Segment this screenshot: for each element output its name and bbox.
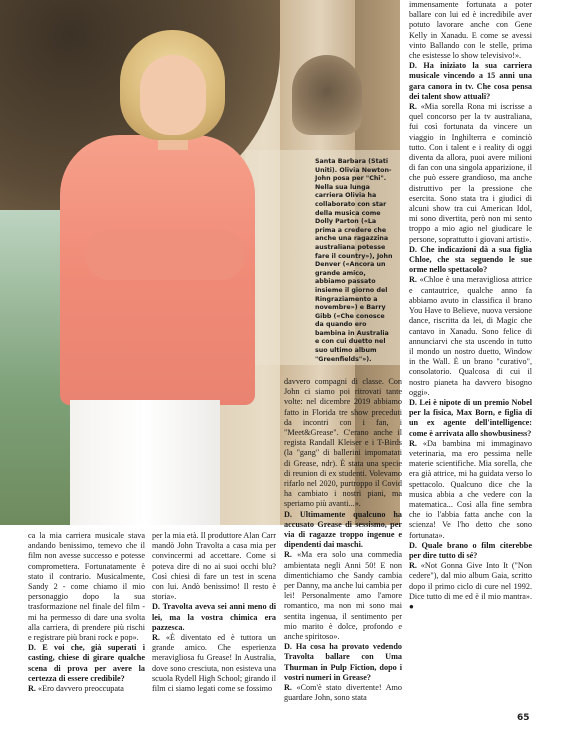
white-trousers — [70, 400, 220, 525]
answer-marker: R. — [28, 684, 36, 694]
paragraph-text: «Ero davvero preoccupata — [38, 684, 124, 694]
paragraph-text: Quale brano o film citerebbe per dire tutto di sé? — [409, 540, 532, 560]
question-marker: D. — [284, 509, 292, 519]
answer-paragraph — [152, 633, 276, 694]
paragraph-text: «Mia sorella Rona mi iscrisse a quel concorso per la tv australiana, fui così fortunata da vincere un viaggio in Inghilterra e cominciò tutto. Con i talent e i reality di oggi diventa da allora, puoi avere milioni di fan con una singola apparizione, il che può essere grandioso, ma anche distruttivo per la pressione che esercita. Sono stata tra i giudici di alcuni show tra cui American Idol, mi sono divertita, però non mi sento troppo a mio agio nel giudicare le persone, soprattutto i giovani artisti». — [409, 102, 532, 244]
body-paragraph — [409, 0, 532, 61]
paragraph-text: Lei è nipote di un premio Nobel per la fisica, Max Born, e figlia di un ex agente dell'intelligence: come è arrivata allo showbusiness? — [409, 397, 533, 438]
question-paragraph — [284, 642, 402, 683]
answer-paragraph — [409, 102, 532, 245]
paragraph-text: «Chloe è una meravigliosa attrice e cantautrice, qualche anno fa abbiamo avuto in classifica il brano You Have to Believe, nuova versione dance, riscritta da lei, di Magic che cantavo in Xanadu. Sono felice di annunciarvi che sta uscendo in tutto il mondo un nostro duetto, Window in the Wall. È un brano "curativo", consolatorio. Qualcosa di cui il nostro pianeta ha davvero bisogno oggi». — [409, 275, 532, 397]
question-paragraph — [409, 398, 532, 439]
answer-paragraph — [28, 684, 145, 694]
paragraph-text: E voi che, già superati i casting, chiese di girare qualche scena di prova per avere la certezza di essere credibile? — [28, 643, 146, 683]
crossed-arms — [85, 230, 245, 280]
answer-marker: R. — [409, 275, 417, 285]
paragraph-text: davvero compagni di classe. Con John ci siamo poi ritrovati tante volte: nel dicembre 2019 abbiamo fatto in Florida tre show preceduti da incontri con i fan, i "Meet&Grease". C'erano anche il regista Randall Kleiser e i T-Birds (la "gang" di ballerini impomatati di Grease, ndr). È stata una specie di reunion di ex studenti. Volevamo rifarlo nel 2020, purtroppo il Covid ha cambiato i nostri piani, ma speriamo più avanti...». — [284, 377, 402, 509]
question-marker: D. — [409, 61, 417, 71]
paragraph-text: «Da bambina mi immaginavo veterinaria, ma ero pessima nelle materie scientifiche. Mia sorella, che era già attrice, mi ha guidata verso lo spettacolo. Qualcuno dice che la musica abbia a che vedere con la matematica... Così alla fine sembra che io l'abbia fatta anche con la scienza! Ve l'ho detto che sono fortunata». — [409, 438, 532, 540]
paragraph-text: ca la mia carriera musicale stava andando benissimo, temevo che il film non avesse successo e potesse compromettera. Fortunatamente è stato il contrario. Musicalmente, Sandy 2 - come chiamo il mio personaggio dopo la sua trasformazione nel finale del film - mi ha permesso di dare una svolta alla carriera, di prendere più rischi e registrare più brani rock e pop». — [28, 531, 145, 643]
question-paragraph — [409, 245, 532, 276]
answer-marker: R. — [284, 683, 292, 693]
body-paragraph — [152, 531, 276, 602]
answer-marker: R. — [409, 102, 417, 112]
answer-marker: R. — [284, 550, 292, 560]
question-marker: D. — [28, 643, 36, 653]
body-paragraph — [28, 531, 145, 643]
paragraph-text: Che indicazioni dà a sua figlia Chloe, che sta seguendo le sue orme nello spettacolo? — [409, 244, 532, 275]
paragraph-text: immensamente fortunata a poter ballare con lui ed è incredibile aver potuto lavorare anche con Gene Kelly in Xanadu. E come se avessi vinto Ballando con le stelle, prima che esistesse lo show televisivo!». — [409, 0, 532, 61]
text-column-3 — [284, 377, 402, 704]
answer-paragraph — [409, 561, 532, 612]
paragraph-text: Travolta aveva sei anni meno di lei, ma la vostra chimica era pazzesca. — [152, 602, 276, 632]
photo-caption: Santa Barbara (Stati Uniti). Olivia Newton-John posa per "Chi". Nella sua lunga carriera Olivia ha collaborato con star della musica come Dolly Parton («La prima a credere che anche una ragazzina australiana potesse fare il country»), John Denver («Ancora un grande amico, abbiamo passato insieme il giorno del Ringraziamento a novembre») e Barry Gibb («Che conosce da quando ero bambina in Australia e con cui duetto nel suo ultimo album "Greenfields"»). — [315, 158, 393, 363]
answer-paragraph — [409, 275, 532, 397]
paragraph-text: «È diventato ed è tuttora un grande amico. Che esperienza meravigliosa fu Grease! In Australia, dove sono cresciuta, non esisteva una scuola Rydell High School; girando il film ci siamo legati come se fossimo — [152, 633, 277, 694]
question-paragraph — [409, 61, 532, 102]
text-column-4 — [409, 0, 532, 612]
question-paragraph — [284, 510, 402, 551]
question-marker: D. — [409, 244, 417, 254]
paragraph-text: Ha cosa ha provato vedendo Travolta ballare con Uma Thurman in Pulp Fiction, dopo i vostri numeri in Grease? — [284, 642, 403, 682]
stone-carving — [292, 55, 362, 135]
question-marker: D. — [409, 540, 417, 550]
question-paragraph — [28, 643, 145, 684]
answer-marker: R. — [152, 633, 160, 643]
question-paragraph — [409, 541, 532, 561]
question-paragraph — [152, 602, 276, 633]
answer-paragraph — [284, 550, 402, 642]
answer-marker: R. — [409, 438, 417, 448]
paragraph-text: per la mia età. Il produttore Alan Carr mandò John Travolta a casa mia per convincermi ad accettare. Come si poteva dire di no ai suoi occhi blu? Così chiesi di fare un test in scena con lui. Andò benissimo! Il resto è storia». — [152, 531, 276, 602]
smiling-face — [140, 55, 206, 135]
body-paragraph — [284, 377, 402, 510]
text-column-2 — [152, 531, 276, 694]
paragraph-text: «Ma era solo una commedia ambientata negli Anni 50! E non dimentichiamo che Sandy cambia per Danny, ma anche lui cambia per lei! Personalmente amo l'amore romantico, ma non mi sono mai sentita ingenua, il sentimento per mio marito è dolce, profondo e anche spiritoso». — [284, 550, 402, 642]
text-column-1 — [28, 531, 145, 694]
question-marker: D. — [284, 642, 292, 652]
paragraph-text: Ultimamente qualcuno ha accusato Grease di sessismo, per via di ragazze troppo ingenue e dipendenti dai maschi. — [284, 509, 403, 550]
answer-marker: R. — [409, 561, 417, 571]
paragraph-text: «Com'è stato divertente! Amo guardare John, sono stata — [284, 683, 402, 703]
answer-paragraph — [409, 439, 532, 541]
paragraph-text: «Not Gonna Give Into It ("Non cedere"), dal mio album Gaia, scritto dopo il primo ciclo di cure nel 1992. Dice tutto di me ed è il mio mantra». ● — [409, 561, 533, 611]
page-number: 65 — [517, 713, 530, 723]
question-marker: D. — [152, 602, 160, 612]
answer-paragraph — [284, 683, 402, 703]
paragraph-text: Ha iniziato la sua carriera musicale vincendo a 15 anni una gara canora in tv. Che cosa pensa dei talent show attuali? — [409, 61, 532, 101]
question-marker: D. — [409, 397, 417, 407]
